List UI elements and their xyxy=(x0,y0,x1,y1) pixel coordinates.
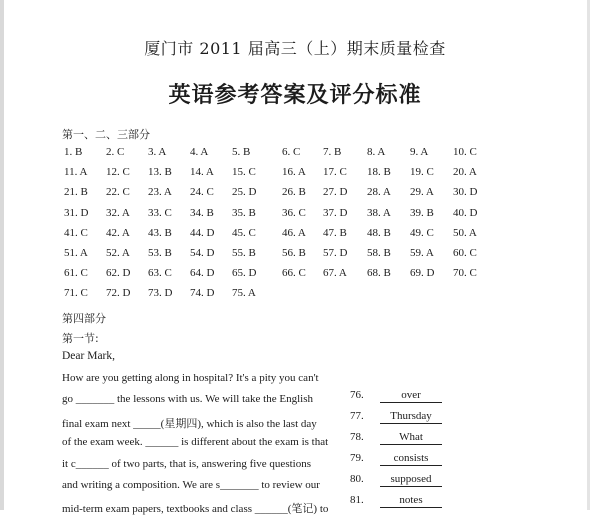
answer-item: 21. B xyxy=(64,186,88,199)
answer-row xyxy=(60,207,490,227)
answer-item: 42. A xyxy=(106,226,130,239)
answer-item: 50. A xyxy=(453,226,477,239)
answer-item: 73. D xyxy=(148,287,173,300)
answer-item: 25. D xyxy=(232,186,257,199)
answer-item: 22. C xyxy=(106,186,130,199)
answer-item: 60. C xyxy=(453,246,477,259)
answer-item: 35. B xyxy=(232,206,256,219)
blank-answer: supposed xyxy=(380,473,442,487)
answer-item: 28. A xyxy=(367,186,391,199)
answer-item: 44. D xyxy=(190,226,215,239)
answer-item: 61. C xyxy=(64,267,88,280)
letter-line: How are you getting along in hospital? It's a pity you can't xyxy=(62,372,319,384)
blank-answer: consists xyxy=(380,452,442,466)
answer-item: 27. D xyxy=(323,186,348,199)
blank-answer: over xyxy=(380,389,442,403)
answer-item: 41. C xyxy=(64,226,88,239)
answer-item: 3. A xyxy=(148,146,167,158)
answer-item: 68. B xyxy=(367,267,391,280)
answer-row xyxy=(60,247,490,267)
answer-item: 64. D xyxy=(190,267,215,280)
blank-answer-row xyxy=(350,452,480,473)
answer-item: 5. B xyxy=(232,146,251,158)
answer-item: 16. A xyxy=(282,166,306,179)
answer-item: 52. A xyxy=(106,246,130,259)
answer-item: 1. B xyxy=(64,146,83,158)
answer-row xyxy=(60,287,490,307)
answer-item: 47. B xyxy=(323,226,347,239)
answer-item: 13. B xyxy=(148,166,172,179)
scan-edge-left xyxy=(0,0,4,510)
answer-item: 58. B xyxy=(367,246,391,259)
answer-item: 2. C xyxy=(106,146,125,158)
answer-grid xyxy=(60,146,490,308)
answer-item: 12. C xyxy=(106,166,130,179)
document-title: 厦门市 2011 届高三（上）期末质量检查 xyxy=(144,39,446,58)
answer-item: 4. A xyxy=(190,146,209,158)
blank-number: 81. xyxy=(350,494,364,506)
answer-item: 57. D xyxy=(323,246,348,259)
answer-item: 48. B xyxy=(367,226,391,239)
answer-item: 24. C xyxy=(190,186,214,199)
answer-item: 69. D xyxy=(410,267,435,280)
letter-line: of the exam week. ______ is different about the exam is that xyxy=(62,436,329,449)
blank-answers xyxy=(350,389,480,515)
letter-line: and writing a composition. We are s_______ to review our xyxy=(62,478,320,491)
answer-item: 49. C xyxy=(410,226,434,239)
answer-item: 11. A xyxy=(64,166,88,179)
answer-item: 54. D xyxy=(190,246,215,259)
subsection-label: 第一节: xyxy=(62,332,99,345)
section-label-part-4: 第四部分 xyxy=(62,312,106,325)
blank-number: 79. xyxy=(350,452,364,464)
letter-line: final exam next _____(星期四), which is also the last day xyxy=(62,417,317,430)
answer-item: 33. C xyxy=(148,206,172,219)
answer-item: 15. C xyxy=(232,166,256,179)
answer-item: 66. C xyxy=(282,267,306,280)
letter-line: go _______ the lessons with us. We will take the English xyxy=(62,393,313,406)
answer-item: 31. D xyxy=(64,206,89,219)
answer-item: 67. A xyxy=(323,267,347,280)
letter-greeting: Dear Mark, xyxy=(62,350,116,362)
blank-answer-row xyxy=(350,410,480,431)
blank-answer: notes xyxy=(380,494,442,508)
answer-item: 18. B xyxy=(367,166,391,179)
answer-item: 63. C xyxy=(148,267,172,280)
blank-answer: Thursday xyxy=(380,410,442,424)
answer-item: 34. B xyxy=(190,206,214,219)
answer-item: 23. A xyxy=(148,186,172,199)
answer-item: 53. B xyxy=(148,246,172,259)
answer-item: 6. C xyxy=(282,146,301,158)
answer-item: 62. D xyxy=(106,267,131,280)
answer-item: 43. B xyxy=(148,226,172,239)
answer-row xyxy=(60,146,490,166)
answer-row xyxy=(60,186,490,206)
answer-item: 9. A xyxy=(410,146,429,158)
answer-row xyxy=(60,166,490,186)
answer-item: 20. A xyxy=(453,166,477,179)
blank-number: 78. xyxy=(350,431,364,443)
answer-item: 45. C xyxy=(232,226,256,239)
blank-answer: What xyxy=(380,431,442,445)
answer-item: 36. C xyxy=(282,206,306,219)
blank-answer-row xyxy=(350,494,480,515)
answer-row xyxy=(60,227,490,247)
answer-item: 10. C xyxy=(453,146,477,158)
answer-item: 55. B xyxy=(232,246,256,259)
answer-row xyxy=(60,267,490,287)
answer-item: 39. B xyxy=(410,206,434,219)
answer-item: 14. A xyxy=(190,166,214,179)
answer-item: 59. A xyxy=(410,246,434,259)
answer-item: 72. D xyxy=(106,287,131,300)
blank-number: 80. xyxy=(350,473,364,485)
answer-item: 56. B xyxy=(282,246,306,259)
letter-body xyxy=(62,372,329,522)
answer-item: 37. D xyxy=(323,206,348,219)
answer-item: 29. A xyxy=(410,186,434,199)
answer-item: 19. C xyxy=(410,166,434,179)
letter-line: it c______ of two parts, that is, answering five questions xyxy=(62,457,311,470)
document-subtitle: 英语参考答案及评分标准 xyxy=(168,82,422,108)
blank-number: 76. xyxy=(350,389,364,401)
answer-item: 70. C xyxy=(453,267,477,280)
answer-item: 74. D xyxy=(190,287,215,300)
blank-number: 77. xyxy=(350,410,364,422)
answer-item: 65. D xyxy=(232,267,257,280)
answer-item: 75. A xyxy=(232,287,256,300)
blank-answer-row xyxy=(350,389,480,410)
answer-item: 7. B xyxy=(323,146,342,158)
blank-answer-row xyxy=(350,431,480,452)
answer-item: 38. A xyxy=(367,206,391,219)
answer-item: 17. C xyxy=(323,166,347,179)
answer-item: 46. A xyxy=(282,226,306,239)
answer-item: 40. D xyxy=(453,206,478,219)
answer-item: 71. C xyxy=(64,287,88,300)
section-label-parts-1-3: 第一、二、三部分 xyxy=(62,128,150,141)
answer-item: 26. B xyxy=(282,186,306,199)
letter-line: mid-term exam papers, textbooks and class ______(笔记) to xyxy=(62,503,329,516)
blank-answer-row xyxy=(350,473,480,494)
answer-item: 30. D xyxy=(453,186,478,199)
answer-item: 8. A xyxy=(367,146,386,158)
answer-item: 32. A xyxy=(106,206,130,219)
answer-item: 51. A xyxy=(64,246,88,259)
